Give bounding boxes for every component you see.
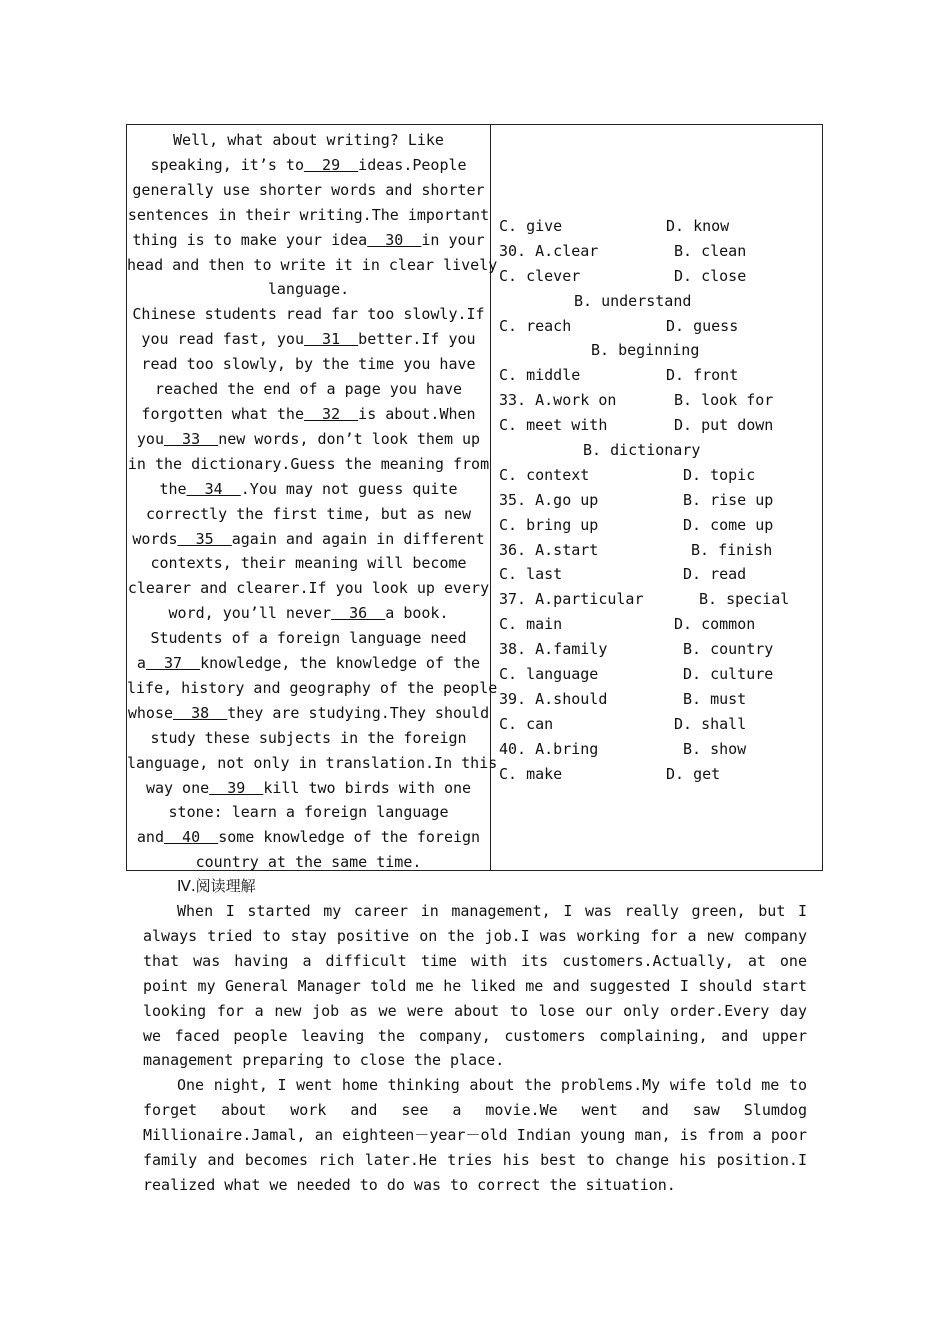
passage-line — [127, 776, 490, 801]
section-heading: Ⅳ.阅读理解 — [177, 877, 256, 895]
option-right: D. know — [666, 217, 730, 235]
option-right: B. clean — [674, 241, 747, 260]
option-line — [499, 587, 819, 612]
option-right: B. look for — [674, 391, 774, 410]
passage-line — [127, 228, 490, 253]
passage-line — [127, 153, 490, 178]
passage-text: in your — [421, 230, 485, 249]
option-left: C. language — [499, 665, 599, 684]
option-left: C. last — [499, 565, 563, 584]
option-left: C. can — [499, 714, 554, 733]
option-left: C. give — [499, 217, 563, 235]
passage-line — [127, 327, 490, 352]
option-left: 37. A.particular — [499, 590, 644, 609]
option-line — [499, 662, 819, 687]
option-line — [499, 737, 819, 762]
blank-number: 34 — [186, 479, 241, 498]
option-line — [499, 388, 819, 413]
reading-paragraph: One night, I went home thinking about the problems.My wife told me to forget about work and see a movie.We went and saw Slumdog Millionaire.Jamal, an eighteen－year－old Indian young man, is from a poor family and becomes rich later.He tries his best to change his position.I realized what we needed to do was to correct the situation. — [143, 1076, 807, 1194]
option-left: C. reach — [499, 316, 572, 335]
option-right: B. must — [683, 689, 747, 708]
passage-text: a book. — [385, 604, 449, 623]
option-line — [499, 612, 819, 637]
option-right: D. shall — [674, 714, 747, 733]
cloze-passage — [127, 128, 498, 875]
reading-passage — [143, 899, 807, 1198]
option-left: 36. A.start — [499, 540, 599, 559]
passage-line — [127, 277, 490, 302]
passage-text: study these subjects in the foreign — [150, 728, 467, 747]
passage-text: contexts, their meaning will become — [150, 554, 467, 573]
passage-text: way one — [145, 778, 210, 797]
option-line — [499, 712, 819, 737]
passage-text: kill two birds with one — [263, 778, 472, 797]
passage-text: some knowledge of the foreign — [218, 828, 481, 847]
option-right: D. close — [674, 266, 747, 285]
passage-text: and — [136, 828, 164, 847]
option-left: 33. A.work on — [499, 391, 617, 410]
option-left: C. middle — [499, 366, 581, 385]
cloze-table — [126, 124, 823, 871]
passage-text: thing is to make your idea — [132, 230, 368, 249]
blank-number: 35 — [177, 529, 232, 548]
option-line — [499, 363, 819, 388]
blank-number: 37 — [145, 654, 201, 673]
option-right: B. country — [683, 640, 774, 659]
option-line — [499, 463, 819, 488]
option-left: 39. A.should — [499, 689, 608, 708]
passage-line — [127, 676, 498, 701]
passage-text: speaking, it’s to — [150, 155, 304, 174]
option-right: D. come up — [683, 515, 774, 534]
passage-line — [127, 502, 490, 527]
option-left: 35. A.go up — [499, 490, 599, 509]
passage-text: language, not only in translation.In this — [127, 753, 498, 772]
reading-paragraph: When I started my career in management, I was really green, but I always tried to stay positive on the job.I was working for a new company that was having a difficult time with its customers.Actually, at one point my General Manager told me he liked me and suggested I should start looking for a new job as we were about to lose our only order.Every day we faced people leaving the company, customers complaining, and upper management preparing to close the place. — [143, 902, 807, 1070]
option-left: 30. A.clear — [499, 241, 599, 260]
option-left: 40. A.bring — [499, 739, 599, 758]
passage-text: country at the same time. — [195, 853, 422, 872]
passage-line — [127, 726, 490, 751]
passage-line — [127, 178, 490, 203]
option-right: D. get — [666, 764, 721, 783]
passage-line — [127, 377, 490, 402]
passage-text: they are studying.They should — [227, 703, 490, 722]
passage-text: .You may not guess quite — [240, 479, 458, 498]
passage-text: word, you’ll never — [168, 604, 332, 623]
option-line — [499, 513, 819, 538]
passage-line — [127, 800, 490, 825]
passage-text: stone: learn a foreign language — [168, 803, 449, 822]
passage-text: again and again in different — [231, 529, 485, 548]
blank-number: 36 — [331, 604, 386, 623]
option-left: C. make — [499, 764, 563, 783]
passage-line — [127, 253, 498, 278]
passage-line — [127, 527, 490, 552]
passage-text: head and then to write it in clear lively — [127, 255, 498, 274]
passage-text: clearer and clearer.If you look up every — [127, 579, 490, 598]
option-line — [499, 264, 819, 289]
passage-line — [127, 576, 490, 601]
option-line — [499, 413, 819, 438]
blank-number: 31 — [303, 330, 359, 349]
passage-line — [127, 701, 490, 726]
passage-text: Well, what about writing? Like — [173, 131, 444, 149]
option-line — [499, 637, 819, 662]
passage-text: Students of a foreign language need — [150, 629, 467, 648]
passage-text: read too slowly, by the time you have — [141, 355, 476, 374]
option-right: B. special — [699, 590, 790, 609]
passage-text: knowledge, the knowledge of the — [200, 654, 481, 673]
blank-number: 39 — [209, 778, 264, 797]
option-line — [499, 338, 819, 363]
passage-line — [127, 477, 490, 502]
passage-line — [127, 128, 490, 153]
passage-text: better.If you — [358, 330, 476, 349]
passage-line — [127, 302, 490, 327]
passage-text: you read fast, you — [141, 330, 304, 349]
option-line — [499, 214, 819, 239]
passage-text: generally use shorter words and shorter — [132, 180, 485, 199]
blank-number: 29 — [303, 155, 359, 174]
passage-line — [127, 452, 490, 477]
option-right: D. put down — [674, 416, 774, 435]
blank-number: 30 — [367, 230, 422, 249]
passage-line — [127, 352, 490, 377]
passage-line — [127, 825, 490, 850]
option-left: C. bring up — [499, 515, 599, 534]
passage-text: sentences in their writing.The important — [127, 205, 490, 224]
option-right: D. front — [666, 366, 739, 385]
option-left: 38. A.family — [499, 640, 608, 659]
passage-text: reached the end of a page you have — [154, 380, 463, 399]
option-right: D. culture — [683, 665, 774, 684]
option-right: B. finish — [691, 540, 773, 559]
passage-line — [127, 402, 490, 427]
passage-line — [127, 626, 490, 651]
option-line — [499, 538, 819, 563]
passage-text: in the dictionary.Guess the meaning from — [127, 454, 490, 473]
option-left: C. meet with — [499, 416, 608, 435]
passage-text: whose — [127, 703, 174, 722]
option-right: B. dictionary — [583, 441, 701, 460]
option-right: D. common — [674, 615, 756, 634]
option-right: B. rise up — [683, 490, 774, 509]
option-left: C. clever — [499, 266, 581, 285]
passage-line — [127, 551, 490, 576]
blank-number: 33 — [164, 429, 219, 448]
passage-text: language. — [267, 280, 350, 299]
option-line — [499, 762, 819, 787]
option-left: C. main — [499, 615, 563, 634]
blank-number: 40 — [164, 828, 219, 847]
blank-number: 38 — [173, 703, 228, 722]
option-line — [499, 687, 819, 712]
passage-text: words — [132, 529, 178, 548]
passage-line — [127, 850, 490, 875]
passage-text: life, history and geography of the people — [127, 678, 498, 697]
answer-options — [499, 214, 819, 786]
option-right: B. show — [683, 739, 747, 758]
passage-line — [127, 751, 498, 776]
passage-text: is about.When — [358, 404, 476, 423]
option-line — [499, 314, 819, 339]
passage-text: you — [136, 429, 164, 448]
passage-text: a — [136, 654, 146, 673]
option-right: D. guess — [666, 316, 739, 335]
option-line — [499, 438, 819, 463]
passage-text: correctly the first time, but as new — [145, 504, 472, 523]
option-right: D. read — [683, 565, 747, 584]
passage-text: Chinese students read far too slowly.If — [132, 305, 485, 324]
blank-number: 32 — [303, 404, 359, 423]
option-line — [499, 488, 819, 513]
passage-line — [127, 601, 490, 626]
passage-text: new words, don’t look them up — [218, 429, 481, 448]
passage-text: forgotten what the — [141, 404, 304, 423]
option-right: B. understand — [574, 291, 692, 310]
passage-line — [127, 427, 490, 452]
option-line — [499, 289, 819, 314]
option-right: D. topic — [683, 465, 756, 484]
passage-line — [127, 203, 490, 228]
passage-text: the — [159, 479, 187, 498]
option-line — [499, 562, 819, 587]
option-line — [499, 239, 819, 264]
passage-line — [127, 651, 490, 676]
option-right: B. beginning — [591, 341, 700, 360]
passage-text: ideas.People — [358, 155, 467, 174]
option-left: C. context — [499, 465, 590, 484]
